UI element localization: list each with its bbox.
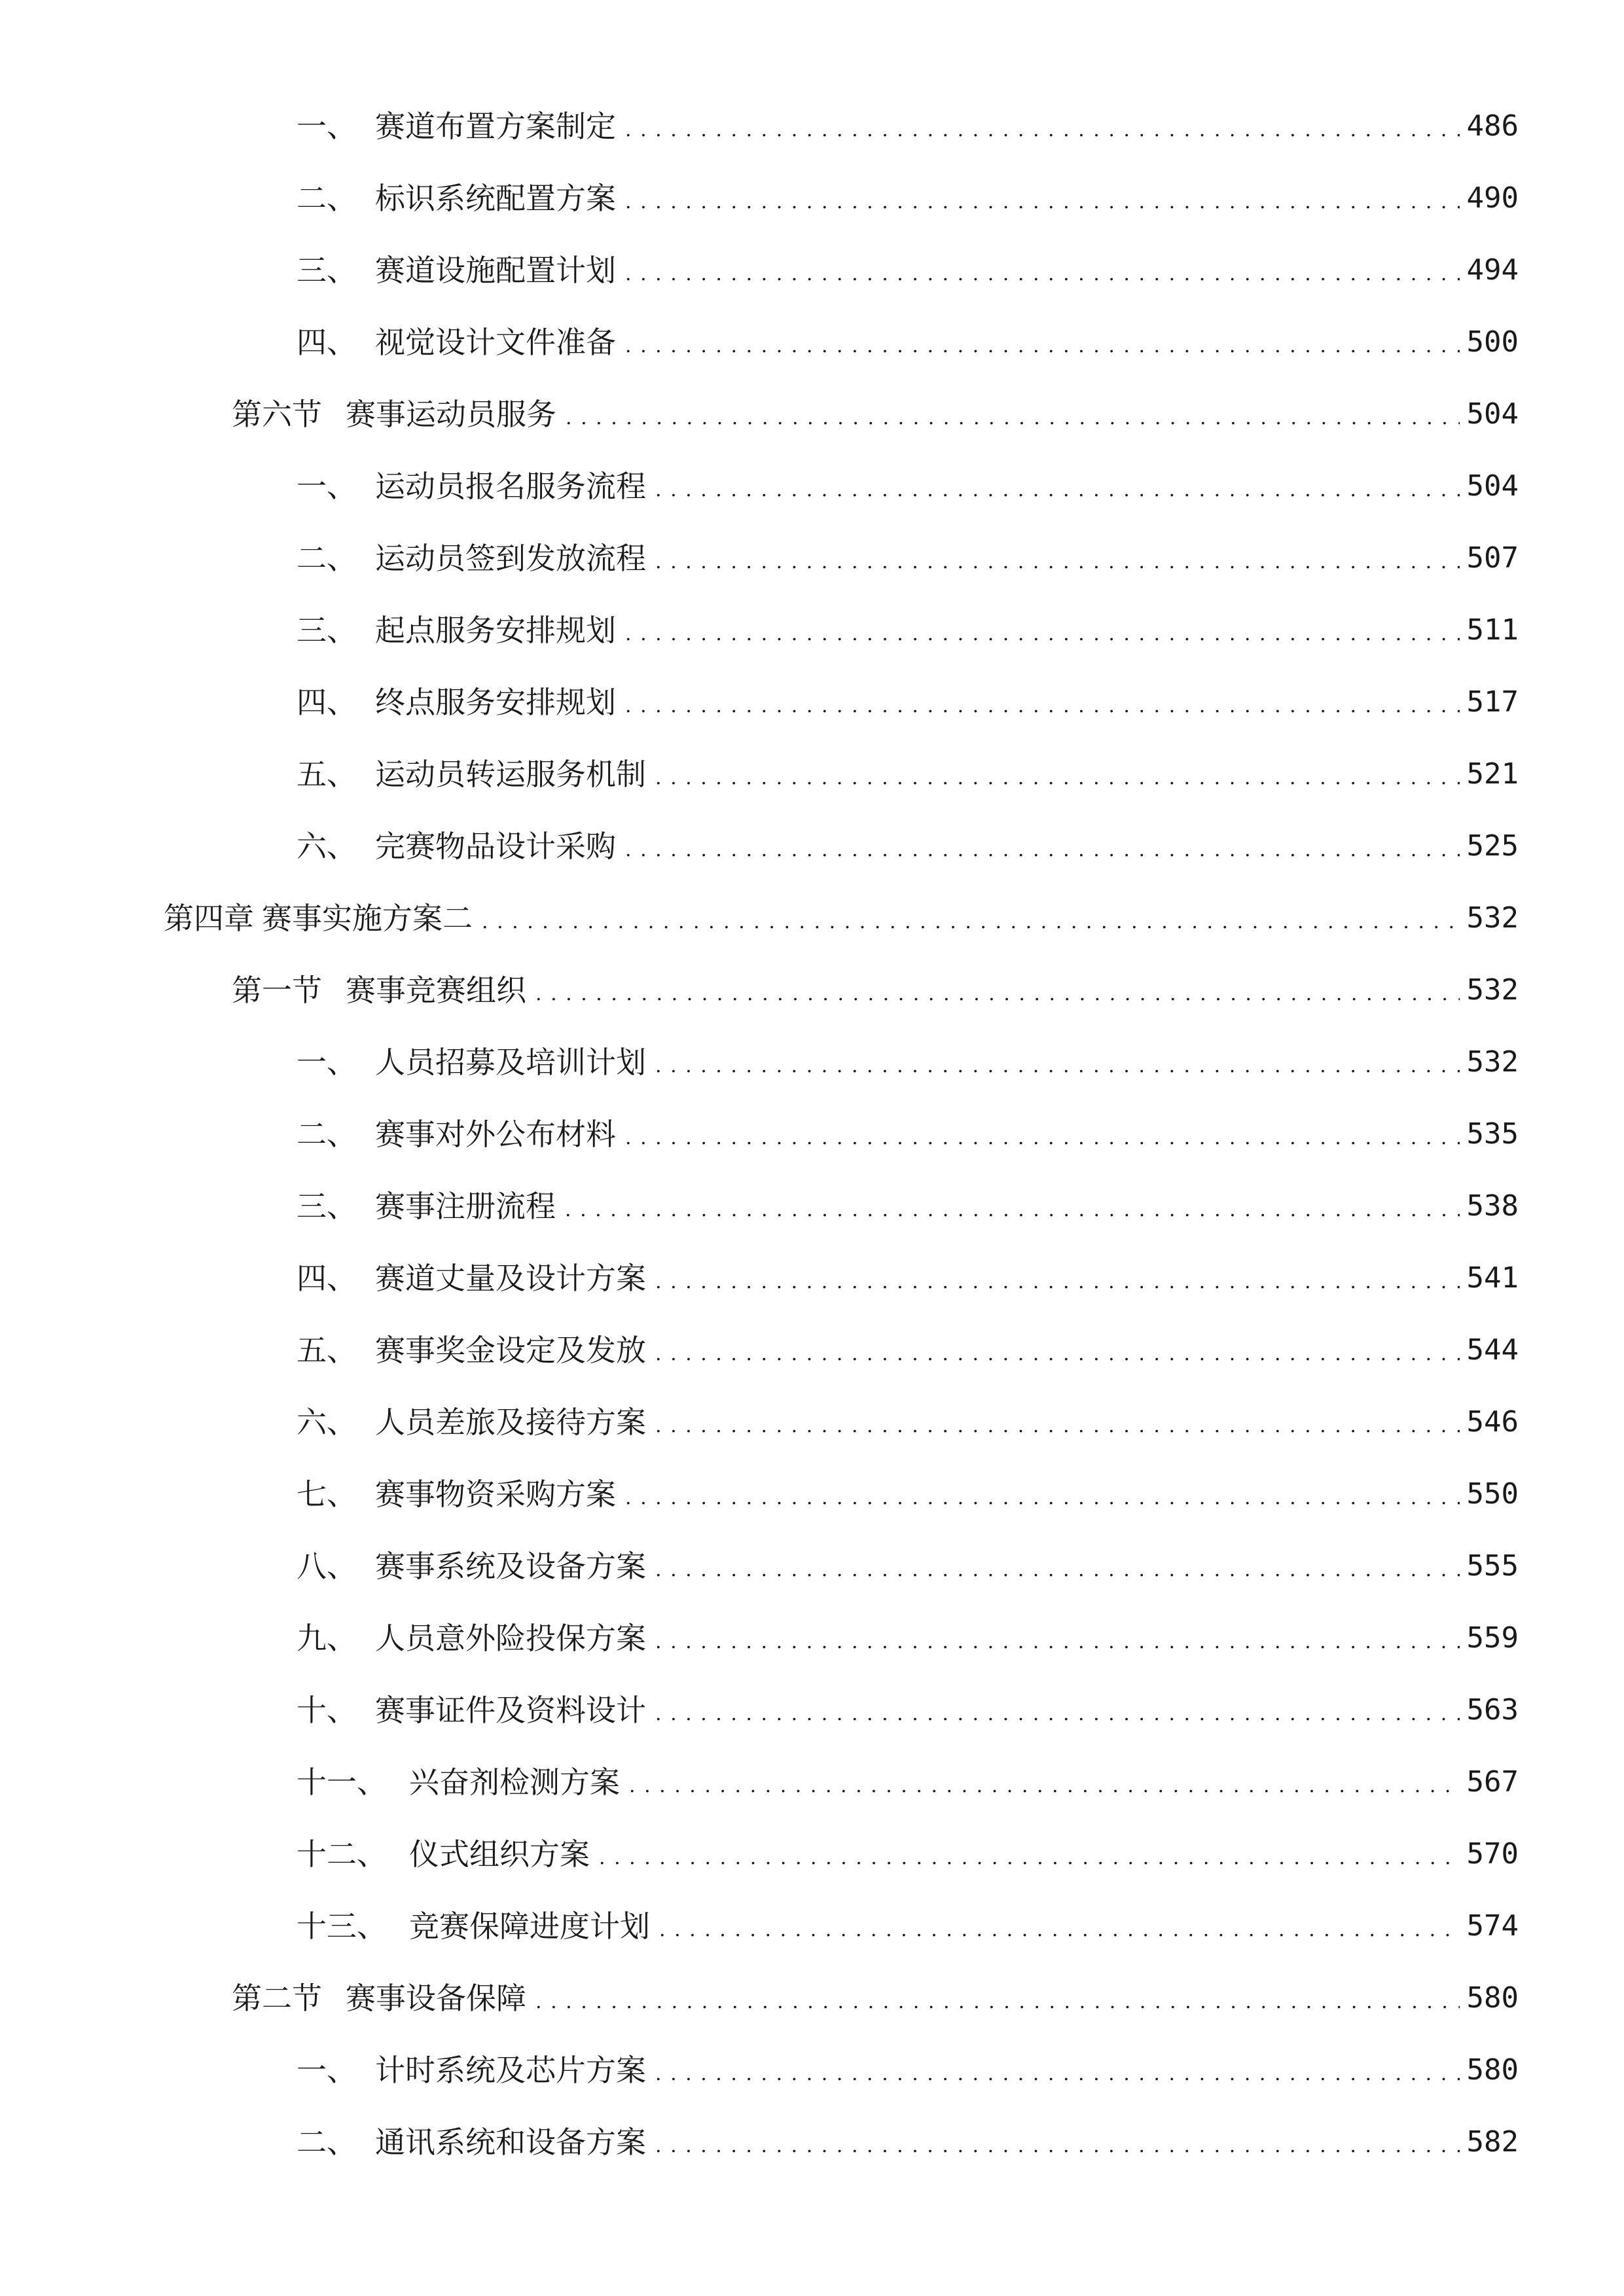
toc-entry-title: 起点服务安排规划 [375, 613, 616, 648]
toc-entry-page: 544 [1466, 1333, 1519, 1367]
dot-leader [625, 831, 1460, 861]
toc-entry[interactable] [0, 450, 1624, 522]
toc-entry[interactable] [0, 594, 1624, 666]
dot-leader [655, 1623, 1460, 1653]
toc-entry-number: 四、 [297, 685, 357, 720]
dot-leader [655, 2127, 1460, 2157]
toc-entry-page: 555 [1466, 1549, 1519, 1583]
dot-leader [625, 255, 1460, 285]
dot-leader [535, 975, 1460, 1005]
toc-entry[interactable] [0, 1026, 1624, 1098]
toc-entry-number: 三、 [297, 613, 357, 648]
toc-entry-number: 第四章 [164, 901, 254, 936]
toc-entry-number: 第一节 [232, 973, 322, 1008]
toc-entry-page: 521 [1466, 757, 1519, 791]
toc-entry-number: 七、 [297, 1477, 357, 1512]
toc-entry-number: 一、 [297, 2053, 357, 2088]
toc-entry[interactable] [0, 1746, 1624, 1818]
toc-entry-title: 竞赛保障进度计划 [409, 1909, 650, 1944]
dot-leader [625, 687, 1460, 717]
dot-leader [565, 1191, 1460, 1221]
toc-entry[interactable] [0, 2106, 1624, 2178]
toc-entry-number: 三、 [297, 1189, 357, 1224]
dot-leader [629, 1767, 1460, 1797]
toc-entry-page: 550 [1466, 1477, 1519, 1511]
toc-entry-title: 赛事竞赛组织 [346, 973, 526, 1008]
dot-leader [655, 1551, 1460, 1581]
toc-entry-number: 四、 [297, 325, 357, 360]
toc-entry-title: 赛事运动员服务 [346, 397, 556, 432]
dot-leader [625, 183, 1460, 213]
toc-entry-number: 十三、 [297, 1909, 387, 1944]
toc-entry-section[interactable] [0, 378, 1624, 450]
dot-leader [566, 399, 1460, 429]
toc-entry-title: 赛事对外公布材料 [375, 1117, 616, 1152]
dot-leader [655, 1335, 1460, 1365]
toc-entry-page: 535 [1466, 1117, 1519, 1151]
toc-entry-page: 500 [1466, 325, 1519, 359]
toc-entry-title: 人员意外险投保方案 [375, 1621, 646, 1656]
toc-entry-page: 507 [1466, 541, 1519, 575]
dot-leader [655, 1695, 1460, 1725]
dot-leader [655, 1407, 1460, 1437]
toc-entry-section[interactable] [0, 954, 1624, 1026]
toc-entry-number: 第六节 [232, 397, 322, 432]
toc-entry-number: 八、 [297, 1549, 357, 1584]
toc-entry-title: 仪式组织方案 [409, 1837, 590, 1872]
toc-entry-title: 赛道丈量及设计方案 [375, 1261, 646, 1296]
toc-entry[interactable] [0, 1818, 1624, 1890]
toc-entry-number: 二、 [297, 2125, 357, 2160]
toc-entry-title: 标识系统配置方案 [375, 181, 616, 216]
toc-entry-number: 三、 [297, 253, 357, 288]
toc-entry-number: 第二节 [232, 1981, 322, 2016]
toc-entry[interactable] [0, 738, 1624, 810]
toc-entry-page: 517 [1466, 685, 1519, 719]
toc-entry-title: 赛事实施方案二 [262, 901, 473, 936]
toc-entry-page: 580 [1466, 2053, 1519, 2087]
toc-entry-title: 运动员报名服务流程 [375, 469, 646, 504]
toc-entry-page: 532 [1466, 973, 1519, 1007]
table-of-contents [0, 90, 1624, 2178]
toc-entry[interactable] [0, 1602, 1624, 1674]
dot-leader [655, 543, 1460, 573]
toc-entry[interactable] [0, 1890, 1624, 1962]
toc-entry[interactable] [0, 90, 1624, 162]
dot-leader [655, 759, 1460, 789]
toc-entry-page: 546 [1466, 1405, 1519, 1439]
dot-leader [659, 1911, 1460, 1941]
toc-entry-page: 574 [1466, 1909, 1519, 1943]
toc-entry[interactable] [0, 1386, 1624, 1458]
toc-entry-page: 490 [1466, 181, 1519, 215]
toc-entry-number: 二、 [297, 1117, 357, 1152]
toc-entry[interactable] [0, 666, 1624, 738]
dot-leader [655, 471, 1460, 501]
toc-entry-page: 567 [1466, 1765, 1519, 1799]
toc-entry-number: 五、 [297, 1333, 357, 1368]
toc-entry-title: 视觉设计文件准备 [375, 325, 616, 360]
toc-entry-number: 五、 [297, 757, 357, 792]
toc-entry-title: 赛事系统及设备方案 [375, 1549, 646, 1584]
toc-entry[interactable] [0, 234, 1624, 306]
dot-leader [655, 2055, 1460, 2085]
toc-entry-title: 赛事证件及资料设计 [375, 1693, 646, 1728]
toc-entry[interactable] [0, 810, 1624, 882]
toc-entry-page: 541 [1466, 1261, 1519, 1295]
toc-entry[interactable] [0, 522, 1624, 594]
toc-entry-chapter[interactable] [0, 882, 1624, 954]
toc-entry-title: 运动员签到发放流程 [375, 541, 646, 576]
toc-entry[interactable] [0, 1098, 1624, 1170]
toc-entry-section[interactable] [0, 1962, 1624, 2034]
toc-entry-title: 赛道设施配置计划 [375, 253, 616, 288]
toc-entry-page: 580 [1466, 1981, 1519, 2015]
dot-leader [625, 615, 1460, 645]
toc-entry-number: 一、 [297, 1045, 357, 1080]
toc-entry-page: 504 [1466, 397, 1519, 431]
toc-entry[interactable] [0, 1314, 1624, 1386]
toc-entry-title: 人员差旅及接待方案 [375, 1405, 646, 1440]
toc-entry-number: 一、 [297, 469, 357, 504]
toc-entry-title: 人员招募及培训计划 [375, 1045, 646, 1080]
toc-entry-number: 六、 [297, 829, 357, 864]
toc-entry-title: 终点服务安排规划 [375, 685, 616, 720]
toc-entry-page: 582 [1466, 2125, 1519, 2159]
toc-entry-number: 六、 [297, 1405, 357, 1440]
toc-entry-title: 运动员转运服务机制 [375, 757, 646, 792]
dot-leader [655, 1047, 1460, 1077]
dot-leader [482, 903, 1460, 933]
toc-entry-number: 十一、 [297, 1765, 387, 1800]
toc-entry-number: 四、 [297, 1261, 357, 1296]
dot-leader [625, 327, 1460, 357]
toc-entry-title: 兴奋剂检测方案 [409, 1765, 620, 1800]
toc-entry-title: 赛事物资采购方案 [375, 1477, 616, 1512]
toc-entry-page: 532 [1466, 1045, 1519, 1079]
toc-entry-number: 十二、 [297, 1837, 387, 1872]
dot-leader [599, 1839, 1460, 1869]
dot-leader [625, 1479, 1460, 1509]
dot-leader [535, 1983, 1460, 2013]
toc-entry-page: 563 [1466, 1693, 1519, 1727]
toc-entry-number: 一、 [297, 109, 357, 144]
toc-entry[interactable] [0, 1458, 1624, 1530]
toc-entry-page: 570 [1466, 1837, 1519, 1871]
dot-leader [655, 1263, 1460, 1293]
toc-entry-title: 完赛物品设计采购 [375, 829, 616, 864]
toc-entry-page: 504 [1466, 469, 1519, 503]
toc-entry-page: 511 [1466, 613, 1519, 647]
toc-entry-title: 赛事奖金设定及发放 [375, 1333, 646, 1368]
toc-entry-page: 525 [1466, 829, 1519, 863]
toc-entry-page: 559 [1466, 1621, 1519, 1655]
dot-leader [625, 1119, 1460, 1149]
toc-entry-page: 486 [1466, 109, 1519, 143]
toc-entry-number: 十、 [297, 1693, 357, 1728]
toc-entry-title: 赛道布置方案制定 [375, 109, 616, 144]
toc-entry-number: 二、 [297, 541, 357, 576]
toc-entry-title: 赛事设备保障 [346, 1981, 526, 2016]
toc-entry[interactable] [0, 1674, 1624, 1746]
toc-entry[interactable] [0, 1170, 1624, 1242]
toc-entry-page: 532 [1466, 901, 1519, 935]
toc-entry-title: 计时系统及芯片方案 [375, 2053, 646, 2088]
toc-entry-number: 九、 [297, 1621, 357, 1656]
toc-entry-title: 赛事注册流程 [375, 1189, 556, 1224]
toc-entry[interactable] [0, 2034, 1624, 2106]
toc-entry-number: 二、 [297, 181, 357, 216]
toc-entry-page: 494 [1466, 253, 1519, 287]
toc-entry[interactable] [0, 1242, 1624, 1314]
toc-entry-page: 538 [1466, 1189, 1519, 1223]
toc-entry-title: 通讯系统和设备方案 [375, 2125, 646, 2160]
toc-entry[interactable] [0, 162, 1624, 234]
toc-entry[interactable] [0, 1530, 1624, 1602]
dot-leader [625, 111, 1460, 141]
toc-entry[interactable] [0, 306, 1624, 378]
